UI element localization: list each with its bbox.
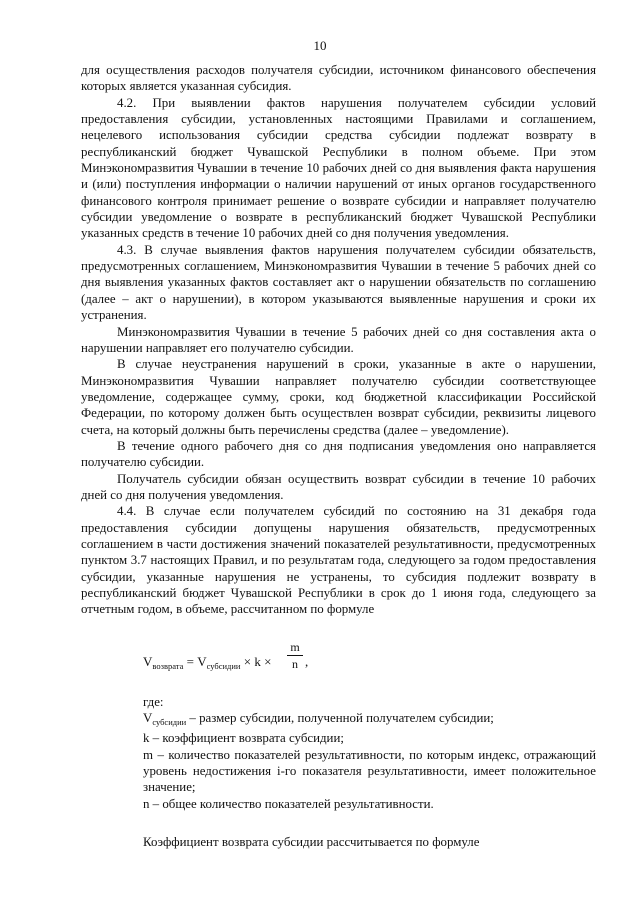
formula-denominator: n — [292, 656, 298, 671]
formula-definitions — [143, 694, 596, 812]
paragraph: В течение одного рабочего дня со дня подписания уведомления оно направляется получателю субсидии. — [81, 438, 596, 470]
definition-v-symbol: V — [143, 711, 153, 726]
paragraph: В случае неустранения нарушений в сроки, указанные в акте о нарушении, Минэкономразвития Чувашии направляет получателю субсидии соответствующее уведомление, содержащее сумму, сроки, код бюджетной классификации Российской Федерации, по которому должен быть осуществлен возврат субсидии, реквизиты лицевого счета, на который должны быть перечислены средства (далее – уведомление). — [81, 357, 596, 437]
closing-paragraph — [143, 834, 596, 850]
formula-comma: , — [305, 653, 309, 669]
formula-lhs-subscript: возврата — [152, 660, 184, 671]
definitions-where: где: — [143, 694, 164, 709]
formula-lhs: V — [143, 653, 153, 669]
definition-v — [143, 710, 596, 730]
return-formula — [143, 640, 596, 684]
definition-v-subscript: субсидии — [152, 717, 187, 728]
formula-times: × — [243, 653, 252, 669]
closing-text: Коэффициент возврата субсидии рассчитывается по формуле — [143, 835, 480, 850]
definition-v-text: – размер субсидии, полученной получателем субсидии; — [186, 711, 494, 726]
formula-fraction — [287, 640, 303, 671]
paragraph-4-2: 4.2. При выявлении фактов нарушения получателем субсидии условий предоставления субсидии, установленных настоящими Правилами и соглашением, нецелевого использования субсидии средства субсидии подлежат возврату в республиканский бюджет Чувашской Республики в полном объеме. При этом Минэкономразвития Чувашии в течение 10 рабочих дней со дня выявления факта нарушения и (или) поступления информации о наличии нарушений от иных органов государственного финансового контроля принимает решение о возврате субсидии и направляет получателю субсидии уведомление о возврате в республиканский бюджет Чувашской Республики указанных средств в течение 10 рабочих дней со дня получения уведомления. — [81, 95, 596, 241]
definition-m: m – количество показателей результативности, по которым индекс, отражающий уровень недостижения i-го показателя результативности, имеет положительное значение; — [143, 747, 596, 795]
paragraph-4-4: 4.4. В случае если получателем субсидий по состоянию на 31 декабря года предоставления субсидии допущены нарушения обязательств, предусмотренных соглашением в части достижения значений показателей результативности, предусмотренных пунктом 3.7 настоящих Правил, и по результатам года, следующего за годом предоставления субсидии, указанные нарушения не устранены, то субсидия подлежит возврату в республиканский бюджет Чувашской Республики в срок до 1 июня года, следующего за отчетным годом, в объеме, рассчитанном по формуле — [81, 504, 596, 617]
paragraph: Минэкономразвития Чувашии в течение 5 рабочих дней со дня составления акта о нарушении направляет его получателю субсидии. — [81, 324, 596, 355]
page-number: 10 — [313, 38, 327, 53]
document-body — [81, 62, 596, 850]
formula-v-subscript: субсидии — [206, 660, 241, 671]
definition-k: k – коэффициент возврата субсидии; — [143, 731, 344, 746]
definition-n: n – общее количество показателей результативности. — [143, 796, 434, 811]
formula-k: k — [254, 653, 261, 669]
paragraph: для осуществления расходов получателя субсидии, источником финансового обеспечения которых является указанная субсидия. — [81, 63, 596, 94]
formula-numerator: m — [290, 639, 300, 654]
fraction-bar — [287, 655, 303, 656]
paragraph-4-3: 4.3. В случае выявления фактов нарушения получателем субсидии обязательств, предусмотренных соглашением, Минэкономразвития Чувашии в течение 5 рабочих дней со дня выявления указанных фактов составляет акт о нарушении обязательств по соглашению (далее – акт о нарушении), в котором указываются выявленные нарушения и сроки их устранения. — [81, 242, 596, 323]
paragraph: Получатель субсидии обязан осуществить возврат субсидии в течение 10 рабочих дней со дня получения уведомления. — [81, 471, 596, 502]
formula-times: × — [264, 653, 272, 669]
formula-equals: = — [186, 653, 194, 669]
formula-v: V — [197, 653, 207, 669]
